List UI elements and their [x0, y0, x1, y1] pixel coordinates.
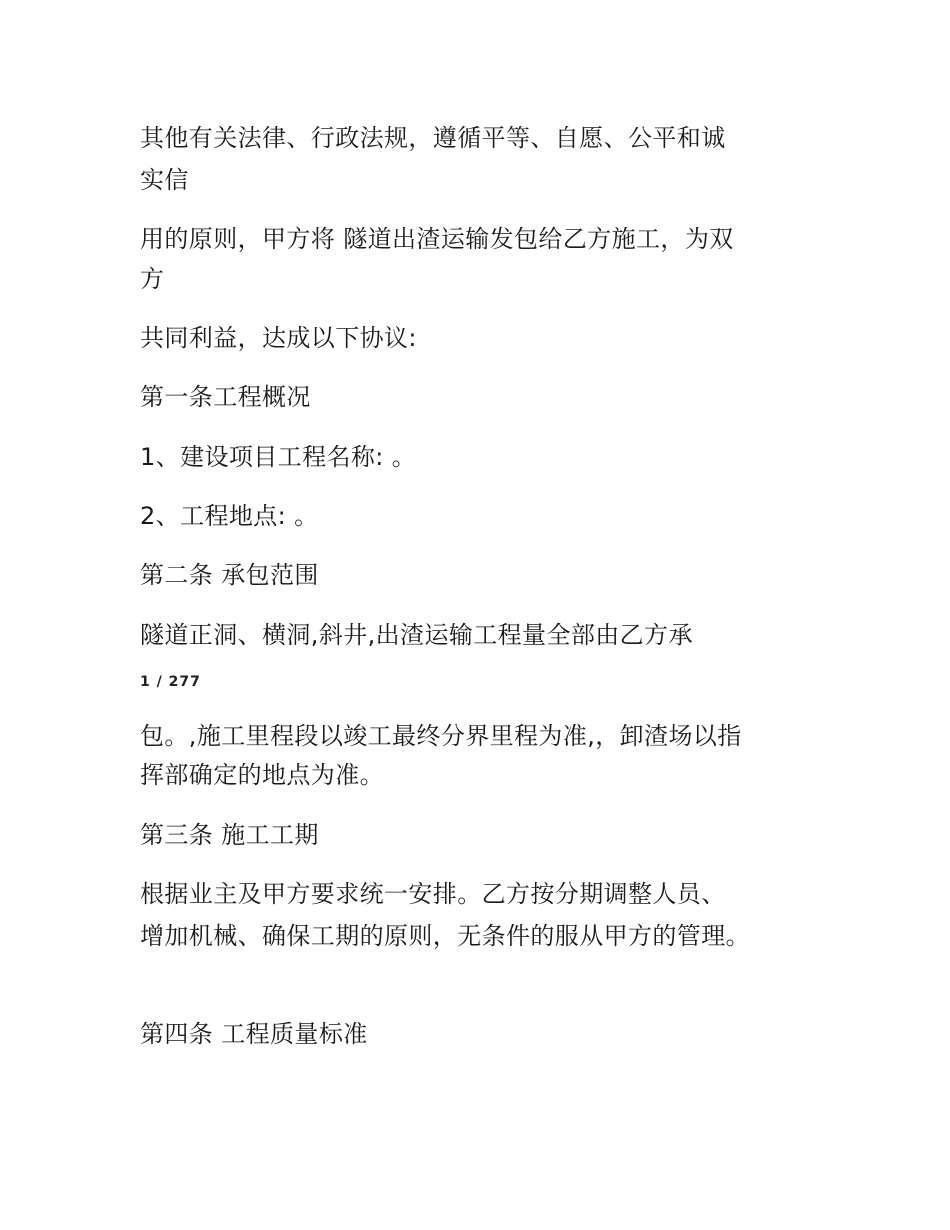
- page-indicator: 1 / 277: [140, 674, 201, 690]
- text-line: 2、工程地点: 。: [140, 502, 319, 530]
- text-line: 挥部确定的地点为准。: [140, 761, 384, 789]
- section-heading: 第一条工程概况: [140, 383, 311, 411]
- section-heading: 第二条 承包范围: [140, 561, 319, 589]
- section-heading: 第三条 施工工期: [140, 821, 319, 849]
- section-heading: 第四条 工程质量标准: [140, 1020, 368, 1048]
- text-line: 根据业主及甲方要求统一安排。乙方按分期调整人员、: [140, 880, 726, 908]
- text-line: 方: [140, 265, 165, 293]
- text-line: 实信: [140, 166, 189, 194]
- text-line: 隧道正洞、横洞,斜井,出渣运输工程量全部由乙方承: [140, 621, 693, 649]
- text-line: 包。,施工里程段以竣工最终分界里程为准,，卸渣场以指: [140, 722, 742, 750]
- text-line: 1、建设项目工程名称: 。: [140, 443, 417, 471]
- text-line: 其他有关法律、行政法规，遵循平等、自愿、公平和诚: [140, 124, 726, 152]
- text-line: 增加机械、确保工期的原则，无条件的服从甲方的管理。: [140, 922, 750, 950]
- text-line: 共同利益，达成以下协议:: [140, 324, 417, 352]
- text-line: 用的原则，甲方将 隧道出渣运输发包给乙方施工，为双: [140, 225, 734, 253]
